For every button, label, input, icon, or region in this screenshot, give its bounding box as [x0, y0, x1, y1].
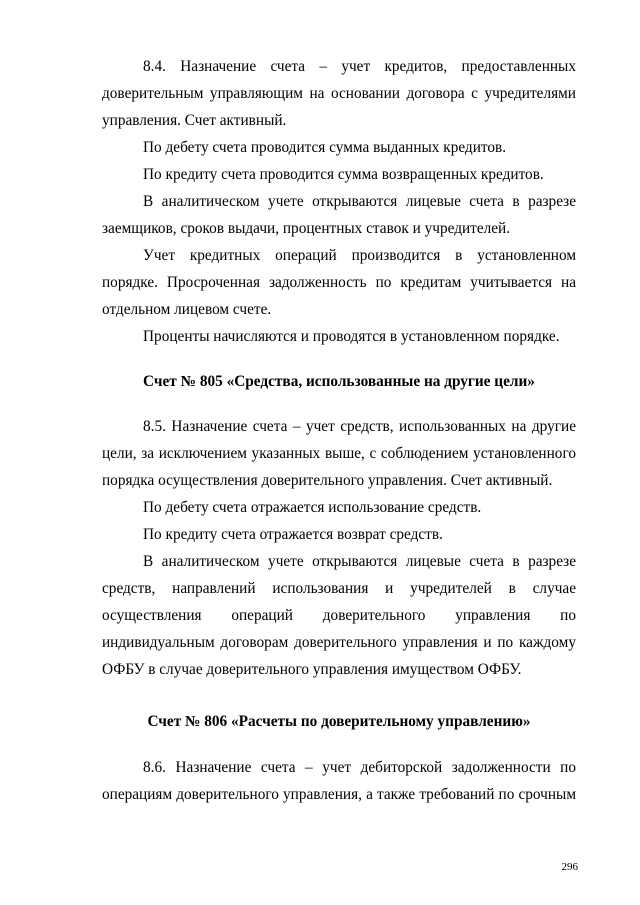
text-line: заемщиков, сроков выдачи, процентных ставок и учредителей.	[102, 220, 511, 237]
text-line: порядка осуществления доверительного управления. Счет активный.	[102, 472, 553, 489]
text-line: ОФБУ в случае доверительного управления имуществом ОФБУ.	[102, 661, 522, 678]
text-line: По кредиту счета отражается возврат средств.	[143, 526, 443, 543]
text-line: индивидуальным договорам доверительного управления и по каждому	[102, 634, 576, 651]
text-line: 8.4. Назначение счета – учет кредитов, предоставленных	[143, 58, 576, 75]
text-line: 8.6. Назначение счета – учет дебиторской задолженности по	[143, 759, 576, 776]
text-line: порядке. Просроченная задолженность по кредитам учитывается на	[102, 274, 576, 291]
page-number: 296	[561, 861, 578, 873]
text-line: По дебету счета отражается использование средств.	[143, 499, 482, 516]
text-line: доверительным управляющим на основании договора с учредителями	[102, 85, 576, 102]
text-line: отдельном лицевом счете.	[102, 301, 272, 318]
text-line: операциям доверительного управления, а также требований по срочным	[102, 786, 576, 803]
text-line: 8.5. Назначение счета – учет средств, использованных на другие	[143, 418, 576, 435]
text-line: Учет кредитных операций производится в установленном	[143, 247, 576, 264]
text-line: По дебету счета проводится сумма выданных кредитов.	[143, 139, 507, 156]
text-line: В аналитическом учете открываются лицевые счета в разрезе	[143, 553, 576, 570]
text-line: По кредиту счета проводится сумма возвращенных кредитов.	[143, 166, 544, 183]
text-line: управления. Счет активный.	[102, 112, 287, 129]
text-line: осуществления операций доверительного управления по	[102, 607, 576, 624]
section-heading: Счет № 806 «Расчеты по доверительному управлению»	[147, 713, 531, 730]
text-line: средств, направлений использования и учредителей в случае	[102, 580, 576, 597]
text-line: цели, за исключением указанных выше, с соблюдением установленного	[102, 445, 576, 462]
text-line: Проценты начисляются и проводятся в установленном порядке.	[143, 328, 560, 345]
section-heading: Счет № 805 «Средства, использованные на другие цели»	[143, 373, 535, 390]
text-line: В аналитическом учете открываются лицевые счета в разрезе	[143, 193, 576, 210]
